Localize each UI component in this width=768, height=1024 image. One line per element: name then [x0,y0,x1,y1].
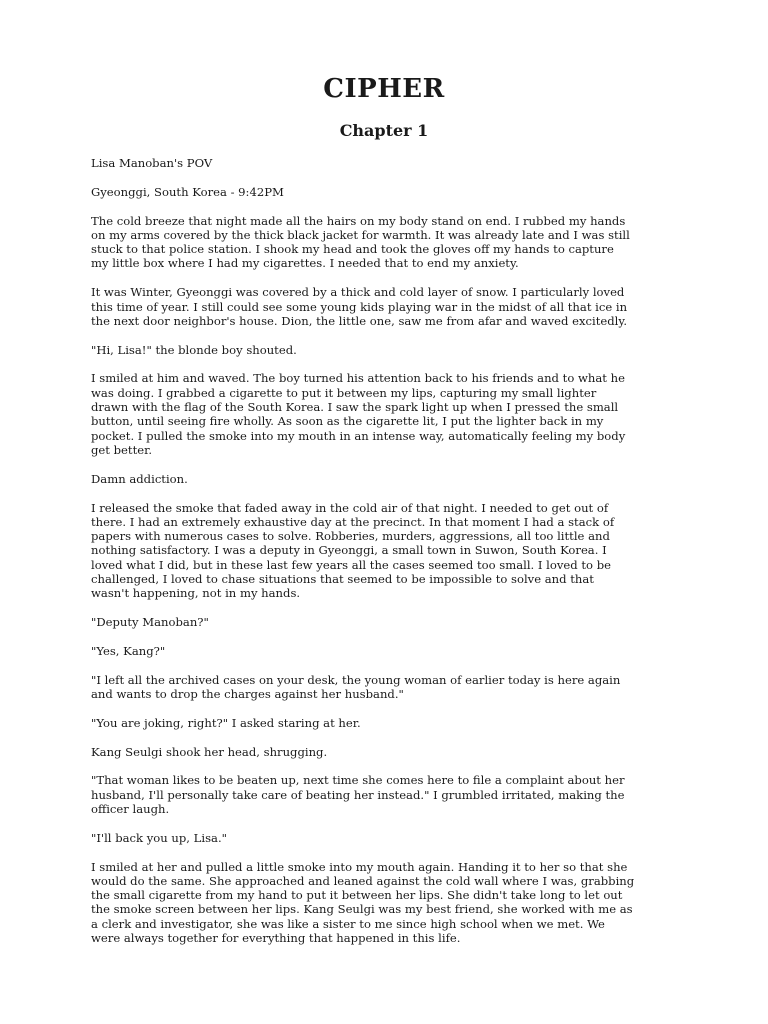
paragraph: I released the smoke that faded away in the cold air of that night. I needed to get out of there. I had an extremely exhaustive day at the precinct. In that moment I had a stack of papers with numerous cases to solve. Robberies, murders, aggressions, all too little and nothing satisfactory. I was a deputy in Gyeonggi, a small town in Suwon, South Korea. I loved what I did, but in these last few years all the cases seemed too small. I loved to be challenged, I loved to chase situations that seemed to be impossible to solve and that wasn't happening, not in my hands. [91,500,615,601]
paragraph: "Yes, Kang?" [91,643,166,658]
chapter-heading: Chapter 1 [339,121,429,140]
paragraph: I smiled at him and waved. The boy turned his attention back to his friends and to what he was doing. I grabbed a cigarette to put it between my lips, capturing my small lighter drawn with the flag of the South Korea. I saw the spark light up when I pressed the small button, until seeing fire wholly. As soon as the cigarette lit, I put the lighter back in my pocket. I pulled the smoke into my mouth in an intense way, automatically feeling my body get better. [91,371,626,457]
paragraph: "I left all the archived cases on your desk, the young woman of earlier today is here again and wants to drop the charges against her husband." [91,672,621,702]
document-body [91,156,677,945]
paragraph: I smiled at her and pulled a little smoke into my mouth again. Handing it to her so that she would do the same. She approached and leaned against the cold wall where I was, grabbing the small cigarette from my hand to put it between her lips. She didn't take long to let out the smoke screen between her lips. Kang Seulgi was my best friend, she worked with me as a clerk and investigator, she was like a sister to me since high school when we met. We were always together for everything that happened in this life. [91,859,635,946]
paragraph: "Hi, Lisa!" the blonde boy shouted. [91,342,297,357]
paragraph: "That woman likes to be beaten up, next time she comes here to file a complaint about her husband, I'll personally take care of beating her instead." I grumbled irritated, making the officer laugh. [91,773,625,816]
paragraph: Lisa Manoban's POV [91,156,213,170]
paragraph: It was Winter, Gyeonggi was covered by a thick and cold layer of snow. I particularly loved this time of year. I still could see some young kids playing war in the midst of all that ice in the next door neighbor's house. Dion, the little one, saw me from afar and waved excitedly. [91,285,628,328]
paragraph: "You are joking, right?" I asked staring at her. [91,715,361,730]
paragraph: The cold breeze that night made all the hairs on my body stand on end. I rubbed my hands on my arms covered by the thick black jacket for warmth. It was already late and I was still stuck to that police station. I shook my head and took the gloves off my hands to capture my little box where I had my cigarettes. I needed that to end my anxiety. [91,213,630,271]
paragraph: "I'll back you up, Lisa." [91,830,227,845]
paragraph: Damn addiction. [91,471,188,486]
paragraph: Kang Seulgi shook her head, shrugging. [91,744,328,759]
paragraph: "Deputy Manoban?" [91,615,209,630]
document-title: CIPHER [323,74,445,104]
paragraph: Gyeonggi, South Korea - 9:42PM [91,184,284,199]
